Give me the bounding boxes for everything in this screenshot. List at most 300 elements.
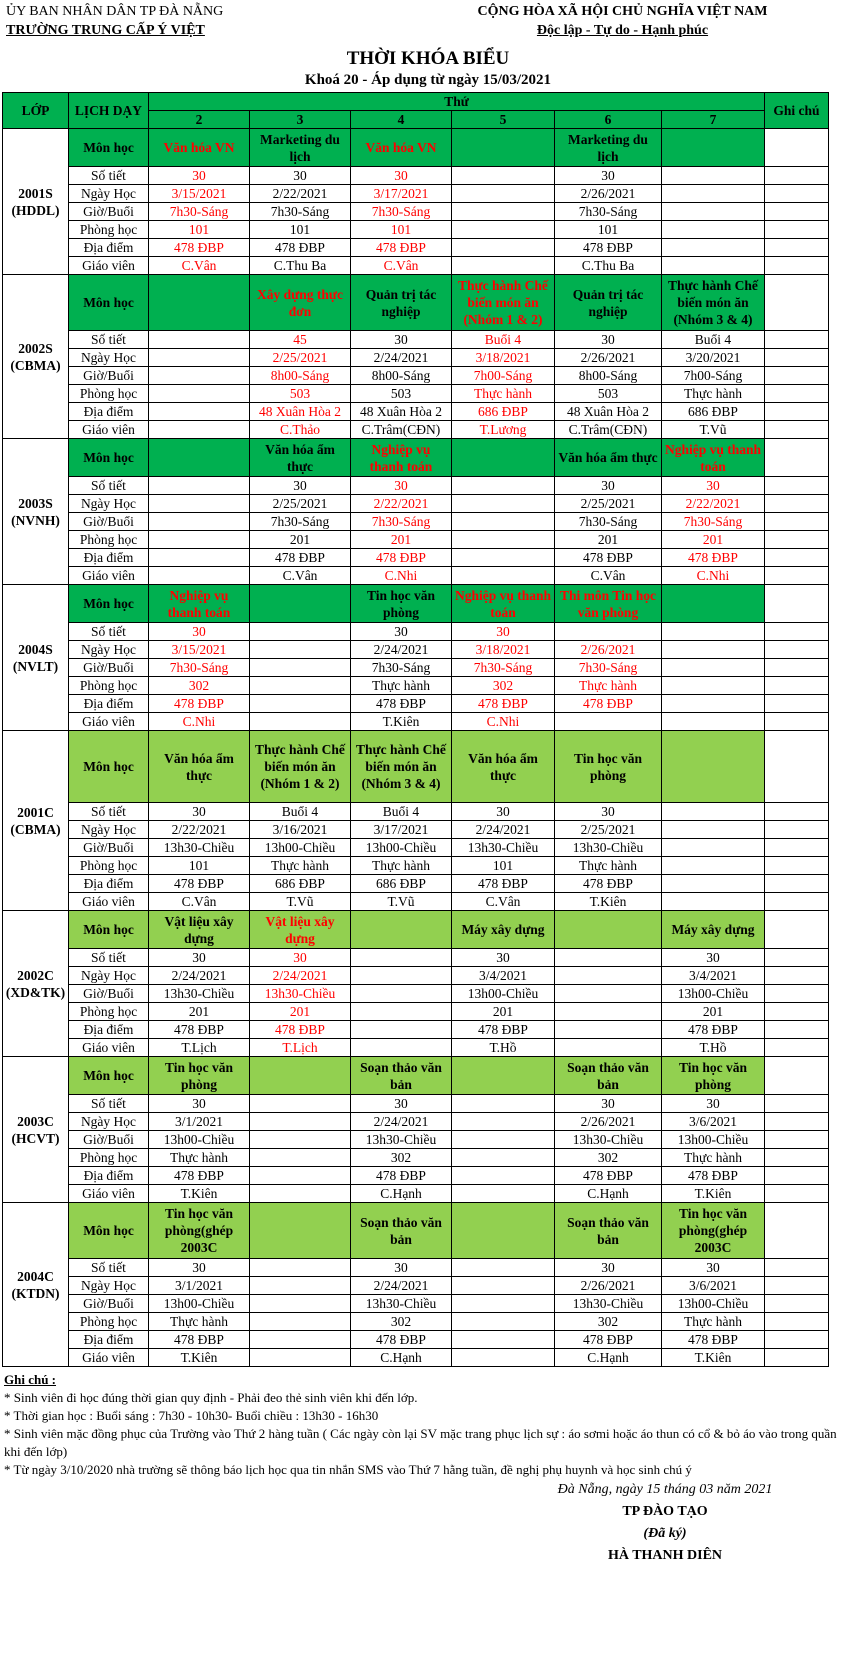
note-line: * Sinh viên đi học đúng thời gian quy định - Phải đeo thẻ sinh viên khi đến lớp. [4,1390,418,1405]
schedule-cell: C.Nhi [351,567,452,585]
page-title: THỜI KHÓA BIỂU [346,48,510,69]
schedule-cell: T.Vũ [351,893,452,911]
note-cell [765,367,829,385]
schedule-cell: 3/4/2021 [452,967,555,985]
note-cell [765,857,829,875]
schedule-cell [555,1039,662,1057]
row-label: Giáo viên [69,713,149,731]
schedule-cell [149,513,250,531]
nation-name: CỘNG HÒA XÃ HỘI CHỦ NGHĨA VIỆT NAM [477,4,768,19]
row-label: Giáo viên [69,257,149,275]
note-cell [765,1113,829,1131]
schedule-cell: Thực hành [555,677,662,695]
schedule-cell: C.Vân [149,257,250,275]
row-label: Môn học [69,439,149,477]
subject-cell: Thực hành Chế biến món ăn (Nhóm 3 & 4) [351,731,452,803]
row-label: Địa điểm [69,695,149,713]
schedule-cell: Thực hành [149,1149,250,1167]
schedule-cell: 8h00-Sáng [250,367,351,385]
subject-cell: Quản trị tác nghiệp [351,275,452,331]
table-row [3,257,829,275]
schedule-cell: C.Trâm(CĐN) [351,421,452,439]
schedule-cell [149,549,250,567]
row-label: Giờ/Buổi [69,659,149,677]
schedule-cell: 478 ĐBP [250,239,351,257]
table-row [3,893,829,911]
schedule-cell [452,1131,555,1149]
schedule-cell [149,531,250,549]
schedule-cell: 201 [149,1003,250,1021]
note-cell [765,567,829,585]
schedule-cell [149,403,250,421]
schedule-cell: 478 ĐBP [555,549,662,567]
schedule-cell: T.Vũ [662,421,765,439]
note-cell [765,1203,829,1259]
schedule-cell: 30 [250,167,351,185]
schedule-cell [351,1039,452,1057]
subject-cell [452,129,555,167]
signature-block [500,1479,830,1567]
schedule-cell: 13h30-Chiều [351,1131,452,1149]
schedule-cell: Thực hành [555,857,662,875]
row-label: Giờ/Buổi [69,1131,149,1149]
schedule-cell [250,1095,351,1113]
note-cell [765,1095,829,1113]
table-row [3,349,829,367]
row-label: Môn học [69,585,149,623]
schedule-cell [555,949,662,967]
schedule-cell: 302 [452,677,555,695]
schedule-cell: 2/24/2021 [351,349,452,367]
schedule-cell [250,677,351,695]
schedule-cell: 13h00-Chiều [662,1131,765,1149]
schedule-cell: 503 [555,385,662,403]
subject-cell: Marketing du lịch [250,129,351,167]
table-row [3,549,829,567]
schedule-cell: C.Trâm(CĐN) [555,421,662,439]
row-label: Giờ/Buổi [69,203,149,221]
schedule-cell: 2/22/2021 [250,185,351,203]
table-row [3,875,829,893]
schedule-cell: T.Kiên [149,1185,250,1203]
schedule-cell: 686 ĐBP [351,875,452,893]
schedule-cell: Thực hành [662,1149,765,1167]
schedule-cell: 302 [351,1149,452,1167]
schedule-cell [452,1349,555,1367]
schedule-cell: 478 ĐBP [250,1021,351,1039]
row-label: Môn học [69,129,149,167]
schedule-cell: 7h30-Sáng [555,513,662,531]
subject-cell [662,585,765,623]
row-label: Giáo viên [69,567,149,585]
row-label: Số tiết [69,1259,149,1277]
row-label: Giờ/Buổi [69,839,149,857]
table-row [3,1185,829,1203]
schedule-cell: 30 [250,477,351,495]
schedule-cell: 7h30-Sáng [351,203,452,221]
row-label: Giáo viên [69,421,149,439]
table-row [3,623,829,641]
subject-cell: Tin học văn phòng [555,731,662,803]
subject-cell [662,129,765,167]
schedule-cell [452,513,555,531]
subject-cell: Nghiệp vụ thanh toán [662,439,765,477]
schedule-cell: 478 ĐBP [662,1167,765,1185]
row-label: Môn học [69,275,149,331]
schedule-cell [452,167,555,185]
schedule-cell: 7h30-Sáng [149,659,250,677]
note-cell [765,839,829,857]
school-name: TRƯỜNG TRUNG CẤP Ý VIỆT [6,23,205,38]
schedule-cell: 478 ĐBP [555,875,662,893]
schedule-cell [149,385,250,403]
schedule-cell: C.Hạnh [351,1349,452,1367]
row-label: Môn học [69,911,149,949]
schedule-cell [662,839,765,857]
schedule-cell: 7h30-Sáng [555,203,662,221]
row-label: Ngày Học [69,821,149,839]
subject-cell: Thi môn Tin học văn phòng [555,585,662,623]
schedule-cell [452,549,555,567]
subject-cell: Văn hóa ẩm thực [149,731,250,803]
schedule-cell: 7h30-Sáng [250,203,351,221]
nation-block [395,2,850,40]
header-day-5: 5 [452,111,555,129]
table-row [3,641,829,659]
schedule-cell [662,623,765,641]
schedule-cell: 30 [555,1095,662,1113]
schedule-cell [149,495,250,513]
class-name: 2003C (HCVT) [3,1057,69,1203]
subject-row [3,275,829,331]
schedule-cell: Thực hành [351,677,452,695]
subject-row [3,129,829,167]
schedule-cell [250,1349,351,1367]
note-cell [765,1131,829,1149]
schedule-cell: 30 [149,1095,250,1113]
row-label: Ngày Học [69,495,149,513]
schedule-cell: 30 [149,623,250,641]
subject-cell: Nghiệp vụ thanh toán [351,439,452,477]
schedule-cell [149,367,250,385]
schedule-cell [555,1003,662,1021]
table-row [3,1149,829,1167]
schedule-cell: C.Hạnh [555,1349,662,1367]
schedule-cell [250,641,351,659]
row-label: Địa điểm [69,403,149,421]
table-row [3,1003,829,1021]
schedule-cell [250,1185,351,1203]
schedule-cell [662,239,765,257]
header-day-2: 2 [149,111,250,129]
schedule-cell: T.Kiên [555,893,662,911]
note-cell [765,239,829,257]
schedule-cell: 201 [662,1003,765,1021]
schedule-cell [250,1167,351,1185]
subject-row [3,1203,829,1259]
row-label: Phòng học [69,1003,149,1021]
schedule-cell [662,695,765,713]
schedule-cell: Thực hành [250,857,351,875]
note-cell [765,641,829,659]
schedule-cell: 101 [452,857,555,875]
row-label: Ngày Học [69,1277,149,1295]
schedule-cell: 30 [351,1259,452,1277]
row-label: Phòng học [69,531,149,549]
table-row [3,967,829,985]
schedule-cell: 478 ĐBP [149,1331,250,1349]
table-row [3,677,829,695]
note-cell [765,385,829,403]
row-label: Giáo viên [69,1349,149,1367]
table-row [3,421,829,439]
note-cell [765,403,829,421]
subject-cell: Máy xây dựng [452,911,555,949]
schedule-cell [250,1149,351,1167]
schedule-cell: 2/25/2021 [250,349,351,367]
signature-name: HÀ THANH DIÊN [607,1548,723,1563]
row-label: Ngày Học [69,967,149,985]
subject-cell [662,731,765,803]
schedule-cell: Thực hành [662,385,765,403]
class-name: 2004S (NVLT) [3,585,69,731]
schedule-cell [452,1313,555,1331]
schedule-cell: 3/6/2021 [662,1277,765,1295]
schedule-cell: Buổi 4 [452,331,555,349]
table-row [3,857,829,875]
schedule-cell: 478 ĐBP [555,1167,662,1185]
schedule-cell [149,349,250,367]
schedule-cell: C.Nhi [149,713,250,731]
row-label: Giáo viên [69,1039,149,1057]
schedule-cell: 2/25/2021 [555,821,662,839]
subject-cell [452,1057,555,1095]
org-block [6,2,223,40]
schedule-cell: T.Lịch [250,1039,351,1057]
schedule-cell [250,623,351,641]
subject-cell: Tin học văn phòng [662,1057,765,1095]
schedule-cell: 13h00-Chiều [662,985,765,1003]
row-label: Số tiết [69,167,149,185]
schedule-cell: 478 ĐBP [351,695,452,713]
subject-cell: Soạn thảo văn bản [351,1203,452,1259]
schedule-cell: 101 [149,857,250,875]
schedule-cell: 13h30-Chiều [149,985,250,1003]
note-cell [765,967,829,985]
schedule-cell: 48 Xuân Hòa 2 [351,403,452,421]
note-cell [765,623,829,641]
schedule-cell: 2/24/2021 [452,821,555,839]
schedule-cell: 201 [351,531,452,549]
schedule-cell [662,821,765,839]
schedule-cell: 478 ĐBP [149,239,250,257]
schedule-cell: 30 [555,477,662,495]
schedule-cell [250,1313,351,1331]
schedule-cell: 8h00-Sáng [555,367,662,385]
note-cell [765,585,829,623]
header-day-6: 6 [555,111,662,129]
schedule-cell: 30 [555,167,662,185]
schedule-cell: 2/26/2021 [555,641,662,659]
schedule-cell: 478 ĐBP [555,695,662,713]
subject-cell: Thực hành Chế biến món ăn (Nhóm 1 & 2) [452,275,555,331]
note-cell [765,1021,829,1039]
schedule-cell: Thực hành [452,385,555,403]
note-cell [765,257,829,275]
schedule-cell: 3/17/2021 [351,821,452,839]
subject-cell: Tin học văn phòng(ghép 2003C [149,1203,250,1259]
schedule-cell: 30 [555,803,662,821]
schedule-cell: 686 ĐBP [662,403,765,421]
row-label: Giáo viên [69,1185,149,1203]
schedule-cell [662,659,765,677]
schedule-cell: 2/22/2021 [351,495,452,513]
schedule-cell: 101 [351,221,452,239]
schedule-cell: 503 [250,385,351,403]
subject-cell: Nghiệp vụ thanh toán [149,585,250,623]
schedule-cell: 478 ĐBP [452,1021,555,1039]
schedule-cell [452,1295,555,1313]
row-label: Phòng học [69,1149,149,1167]
schedule-cell: 201 [662,531,765,549]
timetable [2,92,829,1367]
schedule-cell: 3/20/2021 [662,349,765,367]
subject-cell [149,275,250,331]
row-label: Phòng học [69,221,149,239]
schedule-cell [662,167,765,185]
note-cell [765,275,829,331]
subject-cell [452,1203,555,1259]
note-cell [765,677,829,695]
note-cell [765,531,829,549]
note-cell [765,985,829,1003]
org-name: ỦY BAN NHÂN DÂN TP ĐÀ NẴNG [6,4,224,19]
schedule-cell: 201 [250,1003,351,1021]
note-line: * Từ ngày 3/10/2020 nhà trường sẽ thông báo lịch học qua tin nhắn SMS vào Thứ 7 hằng tuần, đề nghị phụ huynh và học sinh chú ý [4,1462,692,1477]
schedule-cell: 478 ĐBP [351,1167,452,1185]
schedule-cell: 478 ĐBP [149,1021,250,1039]
note-cell [765,167,829,185]
note-cell [765,893,829,911]
schedule-cell [452,1167,555,1185]
row-label: Địa điểm [69,875,149,893]
schedule-cell: 478 ĐBP [662,1331,765,1349]
subject-cell: Marketing du lịch [555,129,662,167]
schedule-cell: 3/1/2021 [149,1113,250,1131]
document-header [0,0,856,92]
schedule-cell: 7h30-Sáng [452,659,555,677]
schedule-cell: C.Vân [149,893,250,911]
schedule-cell [452,257,555,275]
schedule-cell: 30 [662,1259,765,1277]
schedule-cell [662,893,765,911]
schedule-cell: 478 ĐBP [452,695,555,713]
subject-cell: Tin học văn phòng [149,1057,250,1095]
subject-cell [555,911,662,949]
schedule-cell: 30 [149,1259,250,1277]
header-day-7: 7 [662,111,765,129]
schedule-cell: 101 [149,221,250,239]
schedule-cell: C.Vân [452,893,555,911]
schedule-cell [452,567,555,585]
header-lop: LỚP [3,93,69,129]
schedule-cell: 30 [351,623,452,641]
schedule-cell: 13h30-Chiều [250,985,351,1003]
schedule-cell: 478 ĐBP [351,239,452,257]
schedule-cell [250,1259,351,1277]
note-cell [765,713,829,731]
schedule-cell [250,713,351,731]
schedule-cell: 3/1/2021 [149,1277,250,1295]
table-row [3,331,829,349]
table-row [3,659,829,677]
subject-cell: Văn hóa VN [149,129,250,167]
schedule-cell [555,967,662,985]
row-label: Phòng học [69,857,149,875]
schedule-cell: 13h30-Chiều [555,1131,662,1149]
schedule-cell: C.Thu Ba [555,257,662,275]
schedule-cell: Thực hành [662,1313,765,1331]
schedule-cell: 478 ĐBP [351,1331,452,1349]
schedule-cell: 101 [250,221,351,239]
schedule-cell [452,495,555,513]
schedule-cell: C.Thảo [250,421,351,439]
schedule-cell: 7h30-Sáng [555,659,662,677]
row-label: Giờ/Buổi [69,1295,149,1313]
schedule-cell: C.Nhi [452,713,555,731]
schedule-cell: 478 ĐBP [149,695,250,713]
schedule-cell: 13h30-Chiều [149,839,250,857]
schedule-cell: 13h30-Chiều [452,839,555,857]
note-cell [765,549,829,567]
schedule-cell [555,713,662,731]
note-line: * Thời gian học : Buổi sáng : 7h30 - 10h30- Buổi chiều : 13h30 - 16h30 [4,1408,379,1423]
schedule-cell: Thực hành [351,857,452,875]
schedule-cell [452,477,555,495]
row-label: Địa điểm [69,239,149,257]
row-label: Phòng học [69,1313,149,1331]
schedule-cell: 30 [149,803,250,821]
schedule-cell [149,331,250,349]
note-cell [765,477,829,495]
note-cell [765,731,829,803]
schedule-cell: T.Hồ [452,1039,555,1057]
schedule-cell: 7h30-Sáng [662,513,765,531]
schedule-cell: 30 [555,331,662,349]
schedule-cell [250,1331,351,1349]
note-cell [765,803,829,821]
table-row [3,367,829,385]
page-subtitle: Khoá 20 - Áp dụng từ ngày 15/03/2021 [304,72,552,88]
schedule-cell [662,875,765,893]
subject-row [3,439,829,477]
schedule-cell: 30 [662,477,765,495]
note-cell [765,1259,829,1277]
subject-row [3,585,829,623]
schedule-cell [452,203,555,221]
header-ghi-chu: Ghi chú [765,93,829,129]
schedule-cell: 30 [452,623,555,641]
schedule-cell: 3/18/2021 [452,349,555,367]
schedule-cell: T.Kiên [351,713,452,731]
schedule-cell [250,1295,351,1313]
schedule-cell: 3/6/2021 [662,1113,765,1131]
schedule-cell [452,1113,555,1131]
subject-cell: Vật liệu xây dựng [149,911,250,949]
schedule-cell: 3/15/2021 [149,185,250,203]
header-day-3: 3 [250,111,351,129]
schedule-cell [662,641,765,659]
